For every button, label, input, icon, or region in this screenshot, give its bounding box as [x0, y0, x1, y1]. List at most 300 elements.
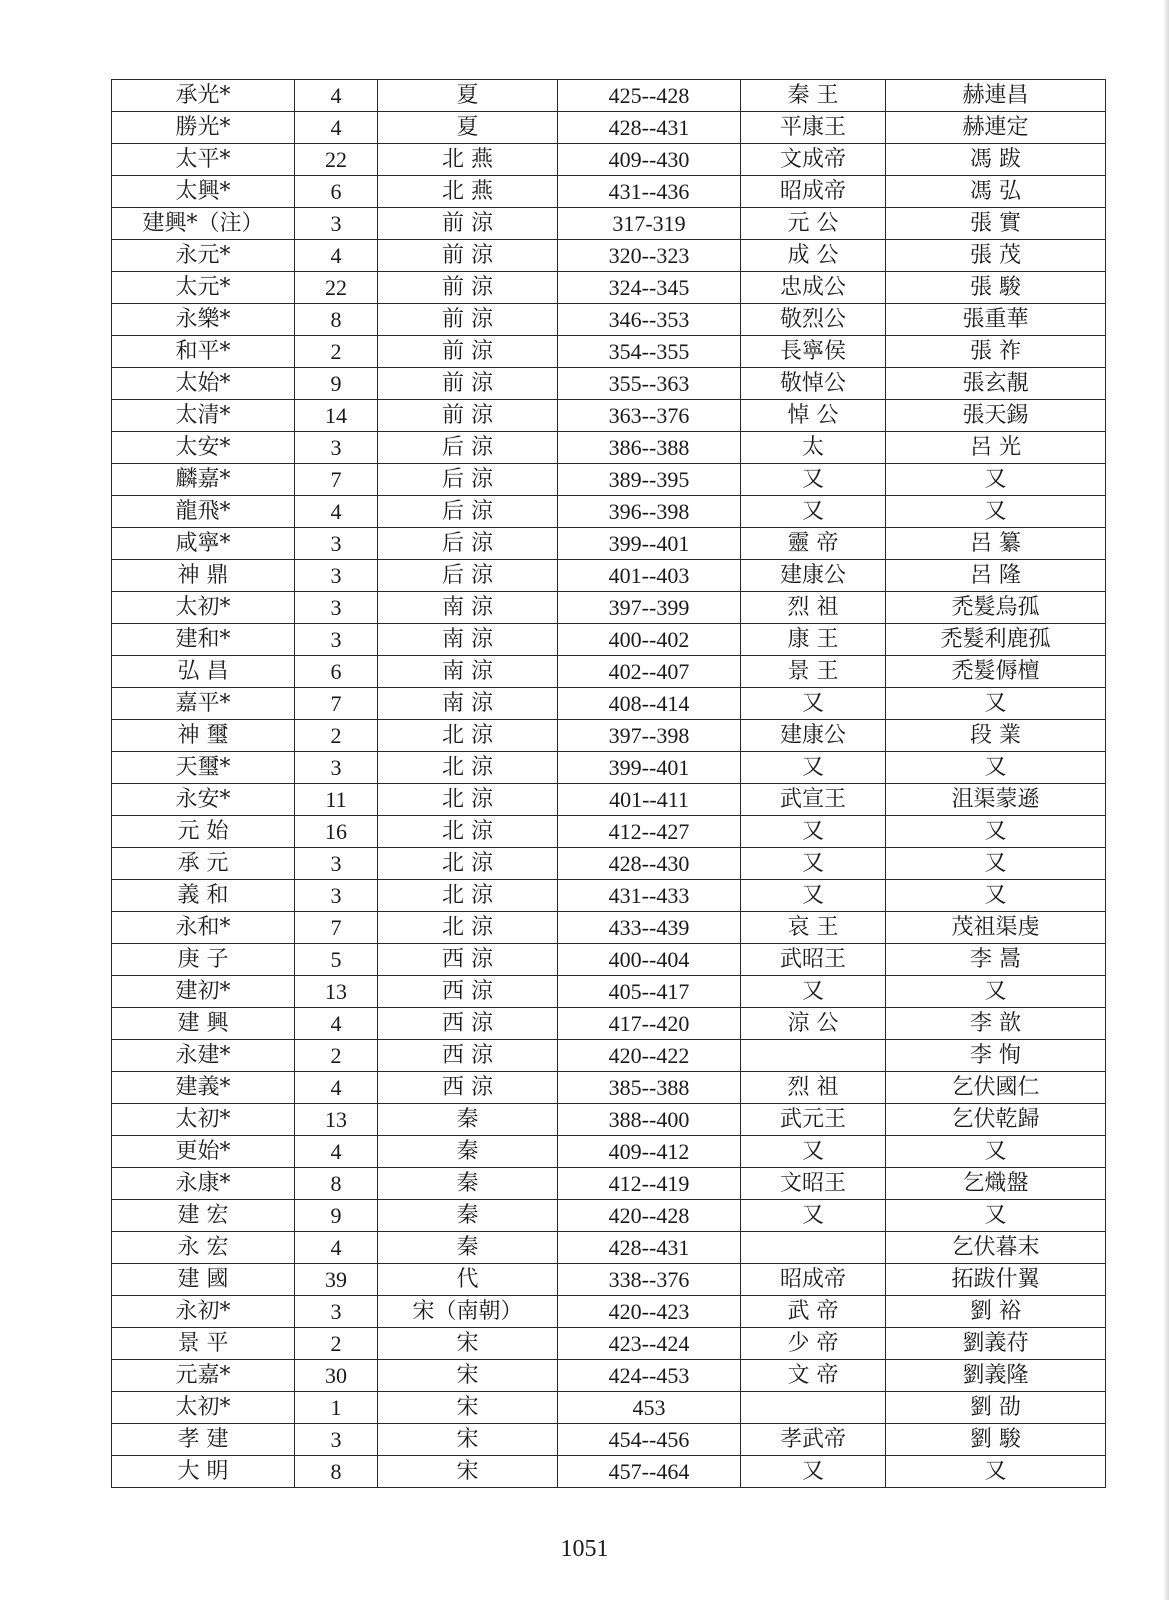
- state-cell: 前 涼: [378, 304, 558, 336]
- duration-years-cell: 8: [295, 304, 378, 336]
- state-cell: 北 涼: [378, 880, 558, 912]
- state-cell: 北 涼: [378, 912, 558, 944]
- table-row: [112, 400, 1106, 432]
- table-row: [112, 880, 1106, 912]
- table-row: [112, 688, 1106, 720]
- ruler-title-cell: 又: [741, 464, 886, 496]
- ruler-title-cell: 又: [741, 848, 886, 880]
- ruler-name-cell: 禿髮烏孤: [886, 592, 1106, 624]
- year-range-cell: 401--411: [558, 784, 741, 816]
- duration-years-cell: 3: [295, 848, 378, 880]
- state-cell: 秦: [378, 1104, 558, 1136]
- year-range-cell: 320--323: [558, 240, 741, 272]
- table-row: [112, 592, 1106, 624]
- ruler-name-cell: 茂祖渠虔: [886, 912, 1106, 944]
- table-row: [112, 80, 1106, 112]
- duration-years-cell: 4: [295, 112, 378, 144]
- ruler-name-cell: 劉義隆: [886, 1360, 1106, 1392]
- year-range-cell: 385--388: [558, 1072, 741, 1104]
- era-name-cell: 承光*: [112, 80, 295, 112]
- ruler-name-cell: 段 業: [886, 720, 1106, 752]
- ruler-title-cell: 文昭王: [741, 1168, 886, 1200]
- era-name-cell: 太初*: [112, 1392, 295, 1424]
- ruler-name-cell: 呂 隆: [886, 560, 1106, 592]
- ruler-title-cell: 景 王: [741, 656, 886, 688]
- year-range-cell: 428--430: [558, 848, 741, 880]
- duration-years-cell: 2: [295, 1328, 378, 1360]
- state-cell: 前 涼: [378, 336, 558, 368]
- state-cell: 南 涼: [378, 688, 558, 720]
- year-range-cell: 431--436: [558, 176, 741, 208]
- ruler-name-cell: 乞伏國仁: [886, 1072, 1106, 1104]
- table-row: [112, 752, 1106, 784]
- duration-years-cell: 3: [295, 432, 378, 464]
- ruler-title-cell: 武元王: [741, 1104, 886, 1136]
- era-name-cell: 弘 昌: [112, 656, 295, 688]
- era-name-cell: 庚 子: [112, 944, 295, 976]
- ruler-title-cell: 又: [741, 976, 886, 1008]
- duration-years-cell: 4: [295, 496, 378, 528]
- state-cell: 西 涼: [378, 976, 558, 1008]
- duration-years-cell: 3: [295, 1424, 378, 1456]
- duration-years-cell: 8: [295, 1168, 378, 1200]
- year-range-cell: 396--398: [558, 496, 741, 528]
- ruler-name-cell: 呂 光: [886, 432, 1106, 464]
- duration-years-cell: 22: [295, 272, 378, 304]
- ruler-title-cell: 昭成帝: [741, 176, 886, 208]
- ruler-title-cell: 哀 王: [741, 912, 886, 944]
- ruler-title-cell: 武昭王: [741, 944, 886, 976]
- ruler-name-cell: 劉 劭: [886, 1392, 1106, 1424]
- table-row: [112, 1328, 1106, 1360]
- era-name-cell: 太元*: [112, 272, 295, 304]
- table-row: [112, 240, 1106, 272]
- ruler-name-cell: 張玄靚: [886, 368, 1106, 400]
- year-range-cell: 453: [558, 1392, 741, 1424]
- ruler-title-cell: 建康公: [741, 720, 886, 752]
- ruler-name-cell: 李 暠: [886, 944, 1106, 976]
- year-range-cell: 317-319: [558, 208, 741, 240]
- ruler-title-cell: 孝武帝: [741, 1424, 886, 1456]
- table-row: [112, 624, 1106, 656]
- duration-years-cell: 7: [295, 464, 378, 496]
- year-range-cell: 424--453: [558, 1360, 741, 1392]
- ruler-name-cell: 又: [886, 816, 1106, 848]
- state-cell: 北 涼: [378, 720, 558, 752]
- ruler-name-cell: 又: [886, 496, 1106, 528]
- table-row: [112, 1424, 1106, 1456]
- ruler-name-cell: 張天錫: [886, 400, 1106, 432]
- duration-years-cell: 2: [295, 336, 378, 368]
- ruler-name-cell: 李 恂: [886, 1040, 1106, 1072]
- duration-years-cell: 4: [295, 240, 378, 272]
- duration-years-cell: 39: [295, 1264, 378, 1296]
- duration-years-cell: 13: [295, 976, 378, 1008]
- ruler-title-cell: 康 王: [741, 624, 886, 656]
- ruler-title-cell: 太: [741, 432, 886, 464]
- ruler-title-cell: 烈 祖: [741, 1072, 886, 1104]
- ruler-title-cell: [741, 1040, 886, 1072]
- table-row: [112, 1136, 1106, 1168]
- table-row: [112, 1008, 1106, 1040]
- ruler-name-cell: 劉義苻: [886, 1328, 1106, 1360]
- state-cell: 西 涼: [378, 944, 558, 976]
- duration-years-cell: 6: [295, 176, 378, 208]
- ruler-title-cell: 秦 王: [741, 80, 886, 112]
- era-name-cell: 元 始: [112, 816, 295, 848]
- era-name-cell: 孝 建: [112, 1424, 295, 1456]
- duration-years-cell: 4: [295, 1232, 378, 1264]
- duration-years-cell: 13: [295, 1104, 378, 1136]
- table-row: [112, 784, 1106, 816]
- ruler-name-cell: 又: [886, 880, 1106, 912]
- era-name-cell: 建初*: [112, 976, 295, 1008]
- era-name-cell: 神 鼎: [112, 560, 295, 592]
- state-cell: 秦: [378, 1168, 558, 1200]
- duration-years-cell: 9: [295, 368, 378, 400]
- era-name-cell: 建義*: [112, 1072, 295, 1104]
- era-name-cell: 義 和: [112, 880, 295, 912]
- table-row: [112, 496, 1106, 528]
- ruler-title-cell: 涼 公: [741, 1008, 886, 1040]
- era-name-cell: 永樂*: [112, 304, 295, 336]
- table-row: [112, 1232, 1106, 1264]
- ruler-title-cell: 元 公: [741, 208, 886, 240]
- year-range-cell: 399--401: [558, 752, 741, 784]
- era-name-cell: 太安*: [112, 432, 295, 464]
- ruler-name-cell: 馮 跋: [886, 144, 1106, 176]
- ruler-name-cell: 赫連定: [886, 112, 1106, 144]
- state-cell: 前 涼: [378, 400, 558, 432]
- ruler-title-cell: 靈 帝: [741, 528, 886, 560]
- ruler-title-cell: 又: [741, 496, 886, 528]
- state-cell: 南 涼: [378, 592, 558, 624]
- ruler-name-cell: 乞伏乾歸: [886, 1104, 1106, 1136]
- ruler-title-cell: [741, 1392, 886, 1424]
- duration-years-cell: 11: [295, 784, 378, 816]
- table-row: [112, 720, 1106, 752]
- era-name-cell: 永元*: [112, 240, 295, 272]
- ruler-title-cell: 忠成公: [741, 272, 886, 304]
- table-row: [112, 1456, 1106, 1488]
- era-name-cell: 太興*: [112, 176, 295, 208]
- duration-years-cell: 30: [295, 1360, 378, 1392]
- ruler-title-cell: 又: [741, 1456, 886, 1488]
- duration-years-cell: 6: [295, 656, 378, 688]
- era-name-cell: 勝光*: [112, 112, 295, 144]
- duration-years-cell: 7: [295, 912, 378, 944]
- era-name-cell: 咸寧*: [112, 528, 295, 560]
- state-cell: 宋: [378, 1392, 558, 1424]
- era-name-cell: 永建*: [112, 1040, 295, 1072]
- ruler-title-cell: 烈 祖: [741, 592, 886, 624]
- year-range-cell: 428--431: [558, 112, 741, 144]
- state-cell: 北 燕: [378, 144, 558, 176]
- era-name-cell: 承 元: [112, 848, 295, 880]
- ruler-title-cell: 又: [741, 1200, 886, 1232]
- state-cell: 北 涼: [378, 816, 558, 848]
- duration-years-cell: 4: [295, 1008, 378, 1040]
- year-range-cell: 399--401: [558, 528, 741, 560]
- ruler-name-cell: 拓跋什翼: [886, 1264, 1106, 1296]
- state-cell: 前 涼: [378, 272, 558, 304]
- era-table-body: [112, 80, 1106, 1488]
- ruler-title-cell: 又: [741, 816, 886, 848]
- table-row: [112, 816, 1106, 848]
- year-range-cell: 412--427: [558, 816, 741, 848]
- table-row: [112, 304, 1106, 336]
- duration-years-cell: 3: [295, 752, 378, 784]
- ruler-name-cell: 又: [886, 464, 1106, 496]
- ruler-name-cell: 馮 弘: [886, 176, 1106, 208]
- era-name-cell: 大 明: [112, 1456, 295, 1488]
- page-edge: [1163, 0, 1169, 1600]
- state-cell: 北 涼: [378, 752, 558, 784]
- year-range-cell: 457--464: [558, 1456, 741, 1488]
- state-cell: 宋: [378, 1456, 558, 1488]
- ruler-name-cell: 乞伏暮末: [886, 1232, 1106, 1264]
- era-name-cell: 天璽*: [112, 752, 295, 784]
- year-range-cell: 425--428: [558, 80, 741, 112]
- duration-years-cell: 5: [295, 944, 378, 976]
- year-range-cell: 420--423: [558, 1296, 741, 1328]
- table-row: [112, 1392, 1106, 1424]
- table-row: [112, 144, 1106, 176]
- ruler-title-cell: 又: [741, 752, 886, 784]
- era-table-container: [111, 79, 1105, 1488]
- ruler-title-cell: 文成帝: [741, 144, 886, 176]
- year-range-cell: 417--420: [558, 1008, 741, 1040]
- state-cell: 西 涼: [378, 1008, 558, 1040]
- ruler-title-cell: 又: [741, 688, 886, 720]
- year-range-cell: 400--402: [558, 624, 741, 656]
- table-row: [112, 112, 1106, 144]
- table-row: [112, 1104, 1106, 1136]
- era-name-cell: 麟嘉*: [112, 464, 295, 496]
- table-row: [112, 656, 1106, 688]
- duration-years-cell: 14: [295, 400, 378, 432]
- year-range-cell: 409--430: [558, 144, 741, 176]
- era-name-cell: 建 興: [112, 1008, 295, 1040]
- era-name-cell: 永康*: [112, 1168, 295, 1200]
- ruler-name-cell: 又: [886, 1136, 1106, 1168]
- ruler-name-cell: 又: [886, 688, 1106, 720]
- duration-years-cell: 3: [295, 1296, 378, 1328]
- year-range-cell: 433--439: [558, 912, 741, 944]
- year-range-cell: 409--412: [558, 1136, 741, 1168]
- ruler-title-cell: 文 帝: [741, 1360, 886, 1392]
- state-cell: 秦: [378, 1136, 558, 1168]
- ruler-name-cell: 李 歆: [886, 1008, 1106, 1040]
- era-name-cell: 太清*: [112, 400, 295, 432]
- duration-years-cell: 3: [295, 880, 378, 912]
- ruler-name-cell: 又: [886, 848, 1106, 880]
- era-name-cell: 建 宏: [112, 1200, 295, 1232]
- table-row: [112, 464, 1106, 496]
- state-cell: 宋: [378, 1328, 558, 1360]
- year-range-cell: 420--428: [558, 1200, 741, 1232]
- year-range-cell: 401--403: [558, 560, 741, 592]
- ruler-title-cell: 又: [741, 1136, 886, 1168]
- duration-years-cell: 3: [295, 624, 378, 656]
- year-range-cell: 423--424: [558, 1328, 741, 1360]
- state-cell: 北 涼: [378, 784, 558, 816]
- ruler-title-cell: [741, 1232, 886, 1264]
- ruler-name-cell: 又: [886, 752, 1106, 784]
- state-cell: 夏: [378, 112, 558, 144]
- ruler-name-cell: 赫連昌: [886, 80, 1106, 112]
- table-row: [112, 528, 1106, 560]
- era-name-cell: 嘉平*: [112, 688, 295, 720]
- state-cell: 后 涼: [378, 528, 558, 560]
- table-row: [112, 1168, 1106, 1200]
- era-name-cell: 太平*: [112, 144, 295, 176]
- duration-years-cell: 3: [295, 528, 378, 560]
- ruler-name-cell: 乞熾盤: [886, 1168, 1106, 1200]
- table-row: [112, 1296, 1106, 1328]
- table-row: [112, 1360, 1106, 1392]
- state-cell: 后 涼: [378, 432, 558, 464]
- year-range-cell: 388--400: [558, 1104, 741, 1136]
- duration-years-cell: 4: [295, 80, 378, 112]
- ruler-title-cell: 敬悼公: [741, 368, 886, 400]
- state-cell: 后 涼: [378, 496, 558, 528]
- state-cell: 宋: [378, 1360, 558, 1392]
- duration-years-cell: 1: [295, 1392, 378, 1424]
- ruler-name-cell: 沮渠蒙遜: [886, 784, 1106, 816]
- state-cell: 西 涼: [378, 1072, 558, 1104]
- ruler-name-cell: 劉 裕: [886, 1296, 1106, 1328]
- year-range-cell: 354--355: [558, 336, 741, 368]
- year-range-cell: 338--376: [558, 1264, 741, 1296]
- year-range-cell: 405--417: [558, 976, 741, 1008]
- ruler-name-cell: 又: [886, 1456, 1106, 1488]
- state-cell: 西 涼: [378, 1040, 558, 1072]
- table-row: [112, 176, 1106, 208]
- era-name-cell: 建 國: [112, 1264, 295, 1296]
- ruler-name-cell: 禿髮利鹿孤: [886, 624, 1106, 656]
- year-range-cell: 428--431: [558, 1232, 741, 1264]
- table-row: [112, 1200, 1106, 1232]
- year-range-cell: 324--345: [558, 272, 741, 304]
- duration-years-cell: 2: [295, 1040, 378, 1072]
- table-row: [112, 368, 1106, 400]
- table-row: [112, 208, 1106, 240]
- era-name-cell: 神 璽: [112, 720, 295, 752]
- era-name-table: [111, 79, 1106, 1488]
- year-range-cell: 363--376: [558, 400, 741, 432]
- era-name-cell: 景 平: [112, 1328, 295, 1360]
- state-cell: 前 涼: [378, 368, 558, 400]
- state-cell: 北 涼: [378, 848, 558, 880]
- duration-years-cell: 4: [295, 1072, 378, 1104]
- era-name-cell: 更始*: [112, 1136, 295, 1168]
- ruler-title-cell: 敬烈公: [741, 304, 886, 336]
- year-range-cell: 397--398: [558, 720, 741, 752]
- year-range-cell: 397--399: [558, 592, 741, 624]
- ruler-title-cell: 武宣王: [741, 784, 886, 816]
- state-cell: 前 涼: [378, 240, 558, 272]
- state-cell: 夏: [378, 80, 558, 112]
- state-cell: 后 涼: [378, 464, 558, 496]
- duration-years-cell: 3: [295, 592, 378, 624]
- table-row: [112, 1072, 1106, 1104]
- state-cell: 后 涼: [378, 560, 558, 592]
- era-name-cell: 建和*: [112, 624, 295, 656]
- table-row: [112, 944, 1106, 976]
- ruler-name-cell: 禿髮傉檀: [886, 656, 1106, 688]
- state-cell: 代: [378, 1264, 558, 1296]
- ruler-name-cell: 劉 駿: [886, 1424, 1106, 1456]
- table-row: [112, 1264, 1106, 1296]
- state-cell: 前 涼: [378, 208, 558, 240]
- year-range-cell: 420--422: [558, 1040, 741, 1072]
- ruler-name-cell: 又: [886, 1200, 1106, 1232]
- state-cell: 宋: [378, 1424, 558, 1456]
- year-range-cell: 431--433: [558, 880, 741, 912]
- duration-years-cell: 9: [295, 1200, 378, 1232]
- table-row: [112, 912, 1106, 944]
- ruler-name-cell: 張 祚: [886, 336, 1106, 368]
- ruler-title-cell: 悼 公: [741, 400, 886, 432]
- state-cell: 南 涼: [378, 624, 558, 656]
- year-range-cell: 389--395: [558, 464, 741, 496]
- year-range-cell: 355--363: [558, 368, 741, 400]
- table-row: [112, 272, 1106, 304]
- year-range-cell: 346--353: [558, 304, 741, 336]
- era-name-cell: 太初*: [112, 592, 295, 624]
- page-number: 1051: [560, 1536, 609, 1562]
- ruler-title-cell: 長寧侯: [741, 336, 886, 368]
- ruler-title-cell: 武 帝: [741, 1296, 886, 1328]
- year-range-cell: 408--414: [558, 688, 741, 720]
- ruler-title-cell: 建康公: [741, 560, 886, 592]
- ruler-title-cell: 成 公: [741, 240, 886, 272]
- era-name-cell: 太初*: [112, 1104, 295, 1136]
- era-name-cell: 元嘉*: [112, 1360, 295, 1392]
- ruler-name-cell: 又: [886, 976, 1106, 1008]
- duration-years-cell: 3: [295, 208, 378, 240]
- state-cell: 北 燕: [378, 176, 558, 208]
- table-row: [112, 976, 1106, 1008]
- era-name-cell: 太始*: [112, 368, 295, 400]
- duration-years-cell: 16: [295, 816, 378, 848]
- state-cell: 宋（南朝）: [378, 1296, 558, 1328]
- duration-years-cell: 2: [295, 720, 378, 752]
- ruler-name-cell: 張 駿: [886, 272, 1106, 304]
- era-name-cell: 永安*: [112, 784, 295, 816]
- state-cell: 秦: [378, 1232, 558, 1264]
- era-name-cell: 和平*: [112, 336, 295, 368]
- era-name-cell: 永和*: [112, 912, 295, 944]
- duration-years-cell: 22: [295, 144, 378, 176]
- ruler-title-cell: 少 帝: [741, 1328, 886, 1360]
- year-range-cell: 454--456: [558, 1424, 741, 1456]
- table-row: [112, 336, 1106, 368]
- era-name-cell: 永 宏: [112, 1232, 295, 1264]
- ruler-title-cell: 平康王: [741, 112, 886, 144]
- era-name-cell: 龍飛*: [112, 496, 295, 528]
- ruler-title-cell: 昭成帝: [741, 1264, 886, 1296]
- ruler-name-cell: 呂 纂: [886, 528, 1106, 560]
- duration-years-cell: 4: [295, 1136, 378, 1168]
- year-range-cell: 402--407: [558, 656, 741, 688]
- duration-years-cell: 8: [295, 1456, 378, 1488]
- table-row: [112, 560, 1106, 592]
- era-name-cell: 建興*（注）: [112, 208, 295, 240]
- duration-years-cell: 3: [295, 560, 378, 592]
- ruler-name-cell: 張重華: [886, 304, 1106, 336]
